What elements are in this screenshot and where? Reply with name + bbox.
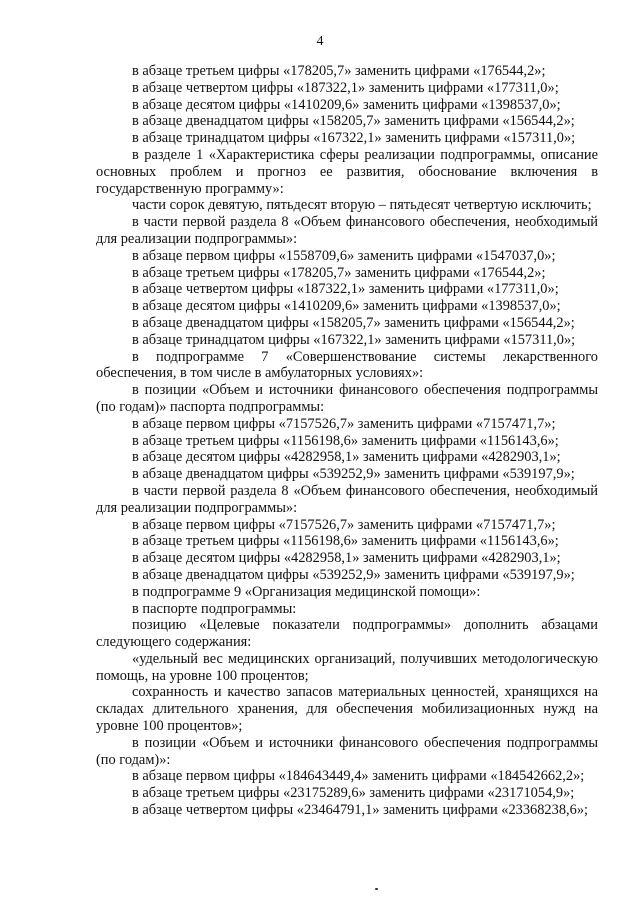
paragraph: в абзаце первом цифры «1558709,6» заменить цифрами «1547037,0»; [132,247,556,264]
paragraph: в абзаце двенадцатом цифры «158205,7» заменить цифрами «156544,2»; [132,113,575,130]
paragraph: в абзаце двенадцатом цифры «539252,9» заменить цифрами «539197,9»; [132,466,575,483]
paragraph: в части первой раздела 8 «Объем финансового обеспечения, необходимый для реализации подпрограммы»: [96,214,598,247]
paragraph: в абзаце десятом цифры «4282958,1» заменить цифрами «4282903,1»; [132,449,561,466]
paragraph: в части первой раздела 8 «Объем финансового обеспечения, необходимый для реализации подпрограммы»: [96,482,598,516]
paragraph: в абзаце третьем цифры «23175289,6» заменить цифрами «23171054,9»; [132,785,575,802]
paragraph: в абзаце десятом цифры «4282958,1» заменить цифрами «4282903,1»; [132,550,561,567]
paragraph: сохранность и качество запасов материальных ценностей, хранящихся на складах длительного хранения, для обеспечения мобилизационных нужд на уровне 100 процентов»; [96,684,598,735]
paragraph: в абзаце десятом цифры «1410209,6» заменить цифрами «1398537,0»; [132,96,561,113]
paragraph: в абзаце первом цифры «184643449,4» заменить цифрами «184542662,2»; [132,768,585,785]
paragraph: в подпрограмме 9 «Организация медицинской помощи»: [132,583,481,600]
paragraph: в абзаце двенадцатом цифры «539252,9» заменить цифрами «539197,9»; [132,566,575,583]
paragraph: «удельный вес медицинских организаций, получивших методологическую помощь, на уровне 100 процентов; [96,650,598,684]
paragraph: в абзаце четвертом цифры «187322,1» заменить цифрами «177311,0»; [132,79,559,96]
paragraph: в паспорте подпрограммы: [132,600,297,617]
paragraph: в абзаце первом цифры «7157526,7» заменить цифрами «7157471,7»; [132,516,556,533]
document-body [96,63,598,819]
paragraph: в подпрограмме 7 «Совершенствование системы лекарственного обеспечения, в том числе в амбулаторных условиях»: [96,348,598,382]
paragraph: позицию «Целевые показатели подпрограммы» дополнить абзацами следующего содержания: [96,617,598,651]
paragraph: в абзаце третьем цифры «1156198,6» заменить цифрами «1156143,6»; [132,533,559,550]
paragraph: в позиции «Объем и источники финансового обеспечения подпрограммы (по годам)» паспорта подпрограммы: [96,382,598,415]
scan-speck [375,888,378,890]
paragraph: в абзаце третьем цифры «178205,7» заменить цифрами «176544,2»; [132,264,546,281]
paragraph: в абзаце тринадцатом цифры «167322,1» заменить цифрами «157311,0»; [132,331,576,348]
paragraph: в абзаце тринадцатом цифры «167322,1» заменить цифрами «157311,0»; [132,130,576,147]
paragraph: в разделе 1 «Характеристика сферы реализации подпрограммы, описание основных проблем и прогноз ее развития, обоснование включения в государственную программу»: [96,146,598,197]
paragraph: в абзаце четвертом цифры «187322,1» заменить цифрами «177311,0»; [132,281,559,298]
paragraph: в абзаце третьем цифры «178205,7» заменить цифрами «176544,2»; [132,63,546,79]
page-number: 4 [316,34,324,49]
paragraph: в абзаце четвертом цифры «23464791,1» заменить цифрами «23368238,6»; [132,802,589,819]
paragraph: в абзаце первом цифры «7157526,7» заменить цифрами «7157471,7»; [132,415,556,432]
paragraph: части сорок девятую, пятьдесят вторую – пятьдесят четвертую исключить; [132,197,592,214]
paragraph: в абзаце третьем цифры «1156198,6» заменить цифрами «1156143,6»; [132,432,559,449]
paragraph: в абзаце десятом цифры «1410209,6» заменить цифрами «1398537,0»; [132,298,561,315]
paragraph: в абзаце двенадцатом цифры «158205,7» заменить цифрами «156544,2»; [132,314,575,331]
paragraph: в позиции «Объем и источники финансового обеспечения подпрограммы (по годам)»: [96,734,598,768]
